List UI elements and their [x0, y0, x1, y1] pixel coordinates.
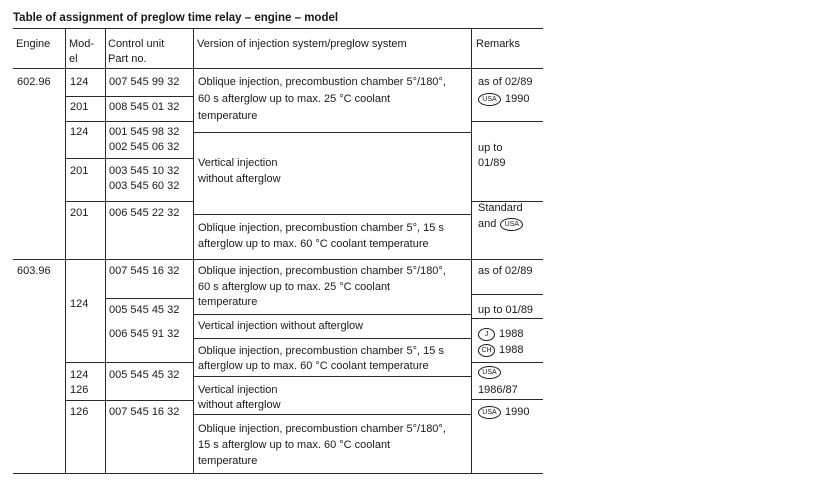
remark-cell [478, 404, 529, 420]
model-cell: 201 [70, 165, 89, 177]
version-cell: Vertical injection without afterglow [198, 320, 364, 332]
version-cell: 60 s afterglow up to max. 25 °C coolant [198, 281, 391, 293]
version-cell: afterglow up to max. 60 °C coolant temperature [198, 360, 429, 372]
remark-cell [478, 366, 505, 379]
model-cell: 201 [70, 101, 89, 113]
version-cell: Oblique injection, precombustion chamber 5°, 15 s [198, 345, 444, 357]
rule [471, 362, 543, 363]
remark-cell: as of 02/89 [478, 76, 533, 88]
header-model-line2: el [69, 53, 78, 65]
header-remarks: Remarks [476, 38, 521, 50]
rule-engine-divider [13, 259, 543, 260]
remark-cell [478, 91, 529, 107]
japan-badge-icon: J [478, 328, 495, 341]
rule [471, 399, 543, 400]
part-number-cell: 001 545 98 32 [109, 126, 180, 138]
col-divider [65, 28, 66, 473]
remark-text: 1988 [499, 344, 524, 356]
remark-cell: Standard [478, 202, 523, 214]
rule [193, 414, 471, 415]
remark-cell: up to 01/89 [478, 304, 534, 316]
rule [471, 318, 543, 319]
version-cell: temperature [198, 110, 258, 122]
model-cell: 201 [70, 207, 89, 219]
usa-badge-icon: USA [478, 366, 501, 379]
remark-text: and [478, 218, 497, 230]
rule [193, 132, 471, 133]
remark-text: 1990 [505, 406, 530, 418]
usa-badge-icon: USA [478, 93, 501, 106]
model-cell: 124 [70, 126, 89, 138]
version-cell: Vertical injection [198, 384, 278, 396]
header-engine: Engine [16, 38, 51, 50]
part-number-cell: 006 545 22 32 [109, 207, 180, 219]
switzerland-badge-icon: CH [478, 344, 495, 357]
version-cell: without afterglow [198, 399, 281, 411]
rule [65, 121, 193, 122]
version-cell: Oblique injection, precombustion chamber 5°, 15 s [198, 222, 444, 234]
part-number-cell: 008 545 01 32 [109, 101, 180, 113]
model-cell: 124 [70, 369, 89, 381]
engine-cell: 603.96 [17, 265, 51, 277]
version-cell: Oblique injection, precombustion chamber 5°/180°, [198, 423, 446, 435]
header-model-line1: Mod- [69, 38, 95, 50]
rule [65, 158, 193, 159]
rule [65, 201, 193, 202]
version-cell: temperature [198, 455, 258, 467]
header-control-unit-line2: Part no. [108, 53, 147, 65]
table-title: Table of assignment of preglow time relay – engine – model [13, 12, 339, 24]
remark-cell [478, 342, 523, 358]
part-number-cell: 005 545 45 32 [109, 304, 180, 316]
version-cell: afterglow up to max. 60 °C coolant temperature [198, 238, 429, 250]
col-divider [193, 28, 194, 473]
remark-cell: 01/89 [478, 157, 506, 169]
rule [193, 376, 471, 377]
col-divider [105, 28, 106, 473]
rule [193, 214, 471, 215]
usa-badge-icon: USA [500, 218, 523, 231]
version-cell: Oblique injection, precombustion chamber 5°/180°, [198, 265, 446, 277]
header-control-unit-line1: Control unit [108, 38, 165, 50]
rule [471, 294, 543, 295]
model-cell: 126 [70, 384, 89, 396]
model-cell: 126 [70, 406, 89, 418]
usa-badge-icon: USA [478, 406, 501, 419]
rule [193, 338, 471, 339]
rule-top [13, 28, 543, 29]
col-divider [471, 28, 472, 473]
model-cell: 124 [70, 298, 89, 310]
remark-cell [478, 216, 527, 232]
version-cell: Oblique injection, precombustion chamber 5°/180°, [198, 76, 446, 88]
part-number-cell: 007 545 16 32 [109, 406, 180, 418]
remark-cell [478, 326, 523, 342]
part-number-cell: 006 545 91 32 [109, 328, 180, 340]
version-cell: Vertical injection [198, 157, 278, 169]
rule [193, 314, 471, 315]
remark-cell: up to [478, 142, 503, 154]
rule [471, 121, 543, 122]
part-number-cell: 003 545 10 32 [109, 165, 180, 177]
header-version: Version of injection system/preglow system [197, 38, 407, 50]
remark-cell: 1986/87 [478, 384, 518, 396]
rule [65, 362, 193, 363]
part-number-cell: 002 545 06 32 [109, 141, 180, 153]
version-cell: temperature [198, 296, 258, 308]
model-cell: 124 [70, 76, 89, 88]
remark-cell: as of 02/89 [478, 265, 533, 277]
rule-header-bottom [13, 68, 543, 69]
remark-text: 1990 [505, 93, 530, 105]
rule [105, 298, 193, 299]
part-number-cell: 007 545 16 32 [109, 265, 180, 277]
remark-text: 1988 [499, 328, 524, 340]
rule [65, 400, 193, 401]
part-number-cell: 007 545 99 32 [109, 76, 180, 88]
part-number-cell: 005 545 45 32 [109, 369, 180, 381]
version-cell: 15 s afterglow up to max. 60 °C coolant [198, 439, 391, 451]
rule-bottom [13, 473, 543, 474]
rule [65, 96, 193, 97]
version-cell: 60 s afterglow up to max. 25 °C coolant [198, 93, 391, 105]
engine-cell: 602.96 [17, 76, 51, 88]
part-number-cell: 003 545 60 32 [109, 180, 180, 192]
version-cell: without afterglow [198, 173, 281, 185]
